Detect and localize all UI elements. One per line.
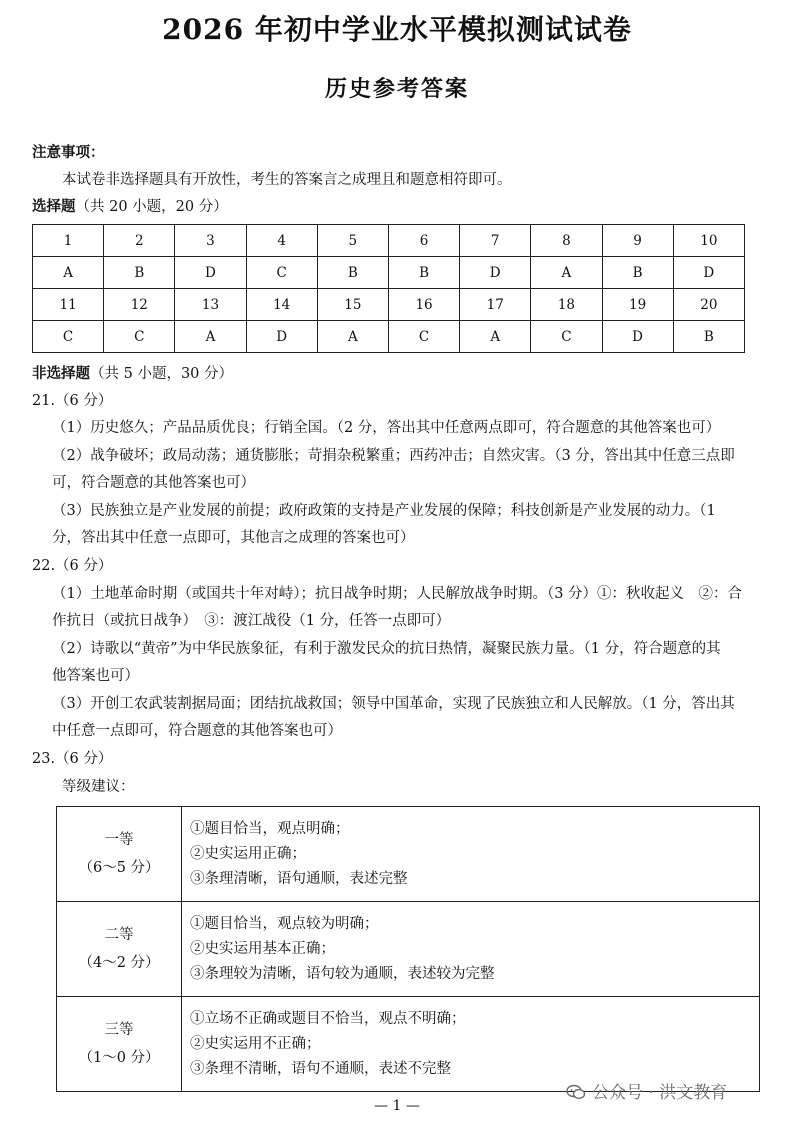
criterion: ①立场不正确或题目不恰当，观点不明确；	[190, 1010, 466, 1027]
answer-cell: C	[388, 321, 459, 353]
grade-score: （6～5 分）	[78, 860, 160, 876]
answer-cell: A	[175, 321, 246, 353]
answer-row	[33, 321, 745, 353]
answer-row	[33, 257, 745, 289]
non-mc-heading-info: （共 5 小题，30 分）	[90, 366, 234, 382]
grade-criteria-cell	[182, 807, 760, 902]
answer-cell: D	[602, 321, 673, 353]
answer-cell: B	[673, 321, 744, 353]
question-number-cell: 17	[460, 289, 531, 321]
q22-label: 22.（6 分）	[32, 558, 113, 574]
answer-cell: C	[246, 257, 317, 289]
question-number-cell: 3	[175, 225, 246, 257]
grade-level-cell	[57, 807, 182, 902]
answer-cell: C	[104, 321, 175, 353]
answer-cell: D	[673, 257, 744, 289]
criterion: ①题目恰当，观点较为明确；	[190, 915, 379, 932]
answer-cell: B	[602, 257, 673, 289]
q21-line: 分，答出其中任意一点即可，其他言之成理的答案也可）	[52, 530, 415, 546]
question-number-cell: 13	[175, 289, 246, 321]
question-number-cell: 19	[602, 289, 673, 321]
question-number-cell: 4	[246, 225, 317, 257]
question-number-cell: 2	[104, 225, 175, 257]
q22-line: （1）土地革命时期（或国共十年对峙）；抗日战争时期；人民解放战争时期。（3 分）①：秋收起义 ②：合	[52, 586, 743, 602]
q22-line: 中任意一点即可，符合题意的其他答案也可）	[52, 723, 342, 739]
q22-line: （2）诗歌以“黄帝”为中华民族象征，有利于激发民众的抗日热情，凝聚民族力量。（1 分，符合题意的其	[52, 641, 721, 657]
answer-cell: D	[460, 257, 531, 289]
q22-line: 他答案也可）	[52, 668, 139, 684]
answer-cell: B	[317, 257, 388, 289]
grade-level: 一等	[104, 832, 134, 848]
question-number-cell: 7	[460, 225, 531, 257]
answer-cell: C	[33, 321, 104, 353]
grade-score: （4～2 分）	[78, 955, 160, 971]
notice-heading: 注意事项：	[32, 144, 105, 161]
question-number-cell: 5	[317, 225, 388, 257]
page-number: — 1 —	[374, 1098, 420, 1114]
question-number-cell: 1	[33, 225, 104, 257]
non-mc-heading-label: 非选择题	[32, 365, 90, 382]
question-number-cell: 20	[673, 289, 744, 321]
question-number-cell: 10	[673, 225, 744, 257]
criterion: ③条理不清晰，语句不通顺，表述不完整	[190, 1060, 451, 1077]
criterion: ②史实运用基本正确；	[190, 940, 335, 957]
question-number-cell: 18	[531, 289, 602, 321]
q21-line: （3）民族独立是产业发展的前提；政府政策的支持是产业发展的保障；科技创新是产业发展的动力。（1	[52, 503, 716, 519]
grading-criteria-table	[56, 806, 760, 1092]
grade-score: （1～0 分）	[78, 1050, 160, 1066]
notice-text: 本试卷非选择题具有开放性，考生的答案言之成理且和题意相符即可。	[62, 172, 512, 188]
criterion: ③条理较为清晰，语句较为通顺，表述较为完整	[190, 965, 495, 982]
mc-heading-info: （共 20 小题，20 分）	[75, 199, 228, 215]
watermark-text: 公众号 · 洪文教育	[592, 1083, 728, 1103]
question-number-cell: 6	[388, 225, 459, 257]
q21-line: 可，符合题意的其他答案也可）	[52, 475, 255, 491]
exam-title: 2026 年初中学业水平模拟测试试卷	[162, 13, 632, 46]
grade-level: 三等	[104, 1022, 134, 1038]
answer-cell: D	[175, 257, 246, 289]
question-number-row	[33, 289, 745, 321]
grade-level-cell	[57, 902, 182, 997]
multiple-choice-answer-table	[32, 224, 745, 353]
criterion: ③条理清晰，语句通顺，表述完整	[190, 870, 408, 887]
answer-cell: A	[33, 257, 104, 289]
answer-cell: A	[317, 321, 388, 353]
question-number-cell: 14	[246, 289, 317, 321]
question-number-cell: 11	[33, 289, 104, 321]
answer-cell: C	[531, 321, 602, 353]
answer-cell: B	[388, 257, 459, 289]
grade-intro: 等级建议：	[62, 779, 135, 795]
grade-level-cell	[57, 997, 182, 1092]
answer-cell: A	[460, 321, 531, 353]
criterion: ②史实运用不正确；	[190, 1035, 321, 1052]
mc-heading-label: 选择题	[32, 198, 76, 215]
question-number-cell: 12	[104, 289, 175, 321]
criterion: ①题目恰当，观点明确；	[190, 820, 350, 837]
answer-key-subtitle: 历史参考答案	[324, 76, 469, 102]
q21-line: （2）战争破坏；政局动荡；通货膨胀；苛捐杂税繁重；西药冲击；自然灾害。（3 分，答出其中任意三点即	[52, 448, 735, 464]
non-mc-section-heading	[32, 365, 233, 383]
q21-label: 21.（6 分）	[32, 393, 113, 409]
grade-row	[57, 807, 760, 902]
answer-cell: B	[104, 257, 175, 289]
q22-line: （3）开创工农武装割据局面；团结抗战救国；领导中国革命，实现了民族独立和人民解放。（1 分，答出其	[52, 696, 735, 712]
grade-criteria-cell	[182, 902, 760, 997]
question-number-cell: 15	[317, 289, 388, 321]
answer-cell: A	[531, 257, 602, 289]
question-number-cell: 16	[388, 289, 459, 321]
grade-level: 二等	[104, 927, 134, 943]
question-number-cell: 8	[531, 225, 602, 257]
grade-row	[57, 902, 760, 997]
criterion: ②史实运用正确；	[190, 845, 306, 862]
q23-label: 23.（6 分）	[32, 751, 113, 767]
mc-section-heading	[32, 198, 228, 216]
question-number-cell: 9	[602, 225, 673, 257]
question-number-row	[33, 225, 745, 257]
answer-cell: D	[246, 321, 317, 353]
q21-line: （1）历史悠久；产品品质优良；行销全国。（2 分，答出其中任意两点即可，符合题意的其他答案也可）	[52, 420, 721, 436]
q22-line: 作抗日（或抗日战争） ③：渡江战役（1 分，任答一点即可）	[52, 613, 451, 629]
